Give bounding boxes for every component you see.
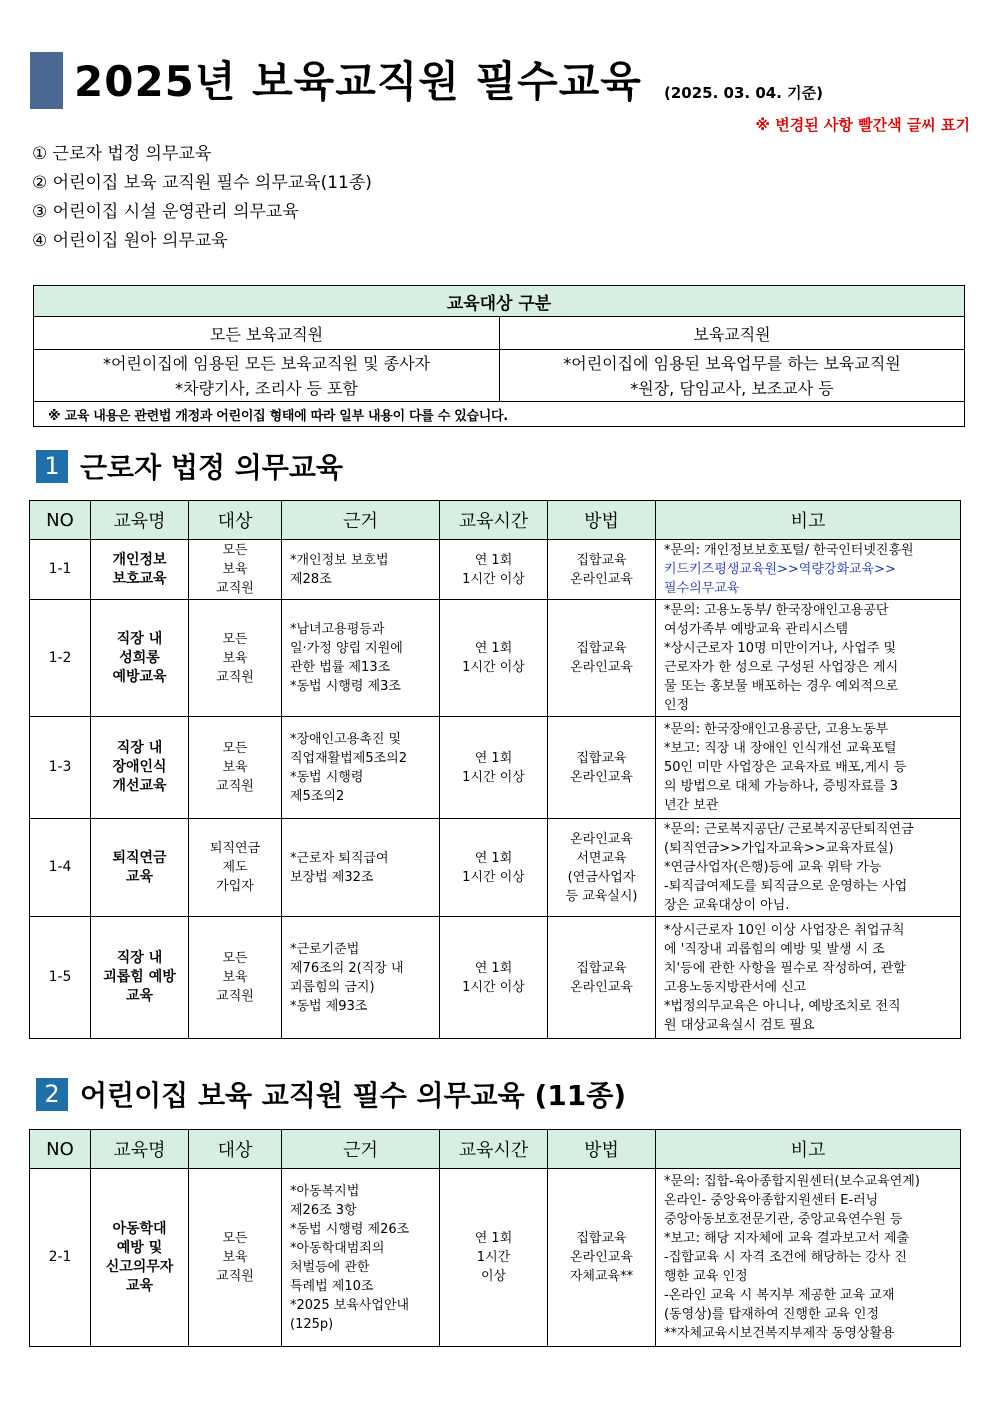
table-header-row [30, 501, 961, 540]
col-header: 교육명 [91, 1130, 189, 1169]
table-row [30, 600, 961, 717]
target-col1-body: *어린이집에 임용된 모든 보육교직원 및 종사자 *차량기사, 조리사 등 포함 [34, 350, 500, 402]
target-col1-head: 모든 보육교직원 [34, 317, 500, 350]
col-header: 대상 [189, 1130, 282, 1169]
row-time: 연 1회 1시간 이상 [440, 1169, 548, 1347]
col-header: 대상 [189, 501, 282, 540]
table-row [30, 917, 961, 1039]
row-basis: *근로자 퇴직급여 보장법 제32조 [282, 819, 440, 917]
row-no: 1-1 [30, 540, 91, 600]
row-method: 집합교육 온라인교육 자체교육** [548, 1169, 656, 1347]
col-header: 교육시간 [440, 501, 548, 540]
page-title: 2025년 보육교직원 필수교육 [74, 57, 642, 106]
toc-item: ① 근로자 법정 의무교육 [32, 144, 212, 164]
table-row [30, 717, 961, 819]
table-of-contents [32, 140, 372, 256]
section2-heading [36, 1074, 626, 1114]
section2-title: 어린이집 보육 교직원 필수 의무교육 (11종) [80, 1079, 627, 1112]
row-remark: *문의: 고용노동부/ 한국장애인고용공단 여성가족부 예방교육 관리시스템 *상시근로자 10명 미만이거나, 사업주 및 근로자가 한 성으로 구성된 사업장은 게시 물 또는 홍보물 배포하는 경우 예외적으로 인정 [656, 600, 961, 717]
section2-number: 2 [36, 1078, 68, 1111]
row-name: 아동학대 예방 및 신고의무자 교육 [91, 1169, 189, 1347]
row-basis: *개인정보 보호법 제28조 [282, 540, 440, 600]
col-header: NO [30, 501, 91, 540]
row-target: 모든 보육 교직원 [189, 600, 282, 717]
row-remark: *문의: 근로복지공단/ 근로복지공단퇴직연금 (퇴직연금>>가입자교육>>교육자료실) *연금사업자(은행)등에 교육 위탁 가능 -퇴직급여제도를 퇴직금으로 운영하는 사업 장은 교육대상이 아님. [656, 819, 961, 917]
table-row [30, 1169, 961, 1347]
target-table-title: 교육대상 구분 [34, 286, 965, 317]
row-target: 모든 보육 교직원 [189, 717, 282, 819]
row-no: 1-2 [30, 600, 91, 717]
row-basis: *장애인고용촉진 및 직업재활법제5조의2 *동법 시행령 제5조의2 [282, 717, 440, 819]
remark-link[interactable]: 키드키즈평생교육원>>역량강화교육>> 필수의무교육 [664, 562, 896, 596]
section1-table [29, 500, 961, 1039]
reference-date: (2025. 03. 04. 기준) [664, 84, 823, 102]
toc-item: ④ 어린이집 원아 의무교육 [32, 231, 228, 251]
remark-text: *문의: 개인정보보호포털/ 한국인터넷진흥원 [664, 543, 914, 558]
row-basis: *근로기준법 제76조의 2(직장 내 괴롭힘의 금지) *동법 제93조 [282, 917, 440, 1039]
row-time: 연 1회 1시간 이상 [440, 600, 548, 717]
row-method: 집합교육 온라인교육 [548, 717, 656, 819]
row-name: 직장 내 장애인식 개선교육 [91, 717, 189, 819]
col-header: 근거 [282, 501, 440, 540]
row-name: 직장 내 성희롱 예방교육 [91, 600, 189, 717]
row-target: 모든 보육 교직원 [189, 917, 282, 1039]
col-header: 비고 [656, 501, 961, 540]
col-header: 방법 [548, 1130, 656, 1169]
row-basis: *아동복지법 제26조 3항 *동법 시행령 제26조 *아동학대범죄의 처벌등에 관한 특례법 제10조 *2025 보육사업안내 (125p) [282, 1169, 440, 1347]
row-method: 온라인교육 서면교육 (연금사업자 등 교육실시) [548, 819, 656, 917]
col-header: 교육명 [91, 501, 189, 540]
row-target: 모든 보육 교직원 [189, 540, 282, 600]
row-no: 1-4 [30, 819, 91, 917]
section1-heading [36, 446, 343, 486]
row-basis: *남녀고용평등과 일·가정 양립 지원에 관한 법률 제13조 *동법 시행령 제3조 [282, 600, 440, 717]
row-remark: *문의: 집합-육아종합지원센터(보수교육연계) 온라인- 중앙육아종합지원센터 E-러닝 중앙아동보호전문기관, 중앙교육연수원 등 *보고: 해당 지자체에 교육 결과보고서 제출 -집합교육 시 자격 조건에 해당하는 강사 진 행한 교육 인정 -온라인 교육 시 복지부 제공한 교육 교재 (동영상)를 탑재하여 진행한 교육 인정 **자체교육시보건복지부제작 동영상활용 [656, 1169, 961, 1347]
row-time: 연 1회 1시간 이상 [440, 917, 548, 1039]
col-header: 교육시간 [440, 1130, 548, 1169]
table-header-row [30, 1130, 961, 1169]
row-name: 퇴직연금 교육 [91, 819, 189, 917]
row-time: 연 1회 1시간 이상 [440, 819, 548, 917]
change-notice: ※ 변경된 사항 빨간색 글씨 표기 [755, 116, 970, 134]
col-header: 비고 [656, 1130, 961, 1169]
row-name: 직장 내 괴롭힘 예방 교육 [91, 917, 189, 1039]
row-remark: *상시근로자 10인 이상 사업장은 취업규칙 에 '직장내 괴롭힘의 예방 및 발생 시 조 치'등에 관한 사항을 필수로 작성하여, 관할 고용노동지방관서에 신고 *법정의무교육은 아니나, 예방조치로 전직 원 대상교육실시 검토 필요 [656, 917, 961, 1039]
table-row [30, 819, 961, 917]
section1-title: 근로자 법정 의무교육 [80, 451, 343, 484]
row-time: 연 1회 1시간 이상 [440, 540, 548, 600]
row-method: 집합교육 온라인교육 [548, 600, 656, 717]
section2-table [29, 1129, 961, 1347]
row-target: 모든 보육 교직원 [189, 1169, 282, 1347]
col-header: 방법 [548, 501, 656, 540]
row-target: 퇴직연금 제도 가입자 [189, 819, 282, 917]
col-header: NO [30, 1130, 91, 1169]
target-note: ※ 교육 내용은 관련법 개정과 어린이집 형태에 따라 일부 내용이 다를 수 있습니다. [34, 402, 965, 427]
row-no: 2-1 [30, 1169, 91, 1347]
target-table [33, 285, 965, 427]
target-col2-head: 보육교직원 [500, 317, 965, 350]
row-no: 1-5 [30, 917, 91, 1039]
row-remark [656, 540, 961, 600]
row-no: 1-3 [30, 717, 91, 819]
row-method: 집합교육 온라인교육 [548, 917, 656, 1039]
row-remark: *문의: 한국장애인고용공단, 고용노동부 *보고: 직장 내 장애인 인식개선 교육포털 50인 미만 사업장은 교육자료 배포,게시 등 의 방법으로 대체 가능하나, 증빙자료를 3 년간 보관 [656, 717, 961, 819]
row-name: 개인정보 보호교육 [91, 540, 189, 600]
row-method: 집합교육 온라인교육 [548, 540, 656, 600]
col-header: 근거 [282, 1130, 440, 1169]
target-col2-body: *어린이집에 임용된 보육업무를 하는 보육교직원 *원장, 담임교사, 보조교사 등 [500, 350, 965, 402]
title-accent-bar [30, 52, 63, 109]
toc-item: ② 어린이집 보육 교직원 필수 의무교육(11종) [32, 173, 372, 193]
toc-item: ③ 어린이집 시설 운영관리 의무교육 [32, 202, 299, 222]
table-row [30, 540, 961, 600]
section1-number: 1 [36, 450, 68, 483]
row-time: 연 1회 1시간 이상 [440, 717, 548, 819]
